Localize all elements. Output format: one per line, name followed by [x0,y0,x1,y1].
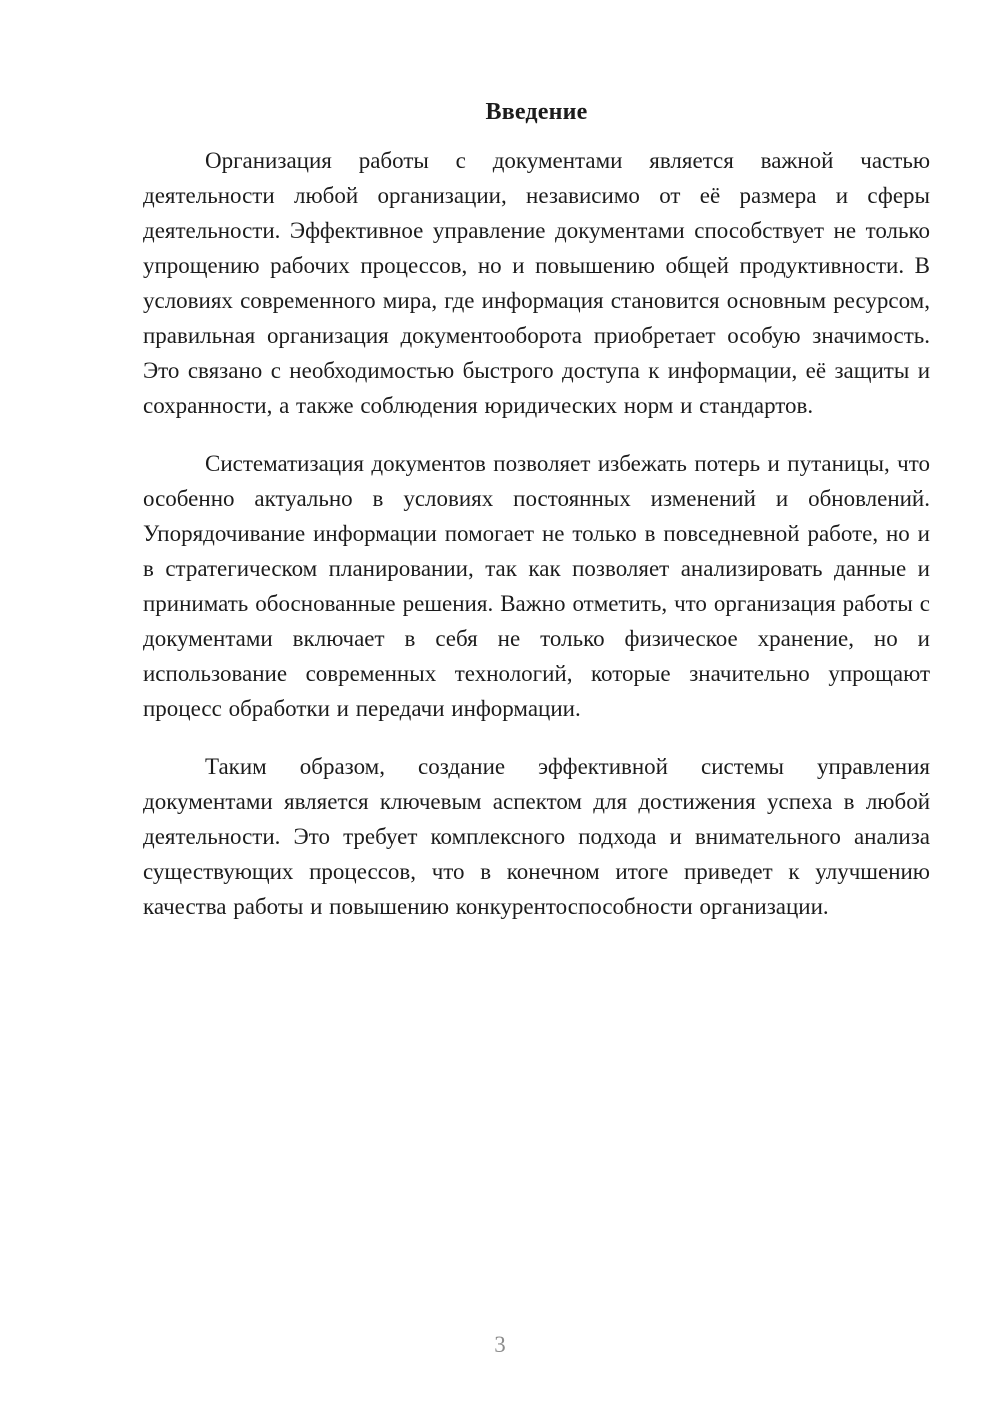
page-footer [0,1330,1000,1360]
page-number: 3 [494,1332,506,1357]
paragraph-1: Организация работы с документами является важной частью деятельности любой организации, независимо от её размера и сферы деятельности. Эффективное управление документами способствует не только упрощению рабочих процессов, но и повышению общей продуктивности. В условиях современного мира, где информация становится основным ресурсом, правильная организация документооборота приобретает особую значимость. Это связано с необходимостью быстрого доступа к информации, её защиты и сохранности, а также соблюдения юридических норм и стандартов. [143,148,930,418]
text-block [143,95,930,947]
page-title: Введение [485,99,588,125]
paragraph-3: Таким образом, создание эффективной системы управления документами является ключевым аспектом для достижения успеха в любой деятельности. Это требует комплексного подхода и внимательного анализа существующих процессов, что в конечном итоге приведет к улучшению качества работы и повышению конкурентоспособности организации. [143,754,930,919]
paragraph-2: Систематизация документов позволяет избежать потерь и путаницы, что особенно актуально в условиях постоянных изменений и обновлений. Упорядочивание информации помогает не только в повседневной работе, но и в стратегическом планировании, так как позволяет анализировать данные и принимать обоснованные решения. Важно отметить, что организация работы с документами включает в себя не только физическое хранение, но и использование современных технологий, которые значительно упрощают процесс обработки и передачи информации. [143,451,930,721]
